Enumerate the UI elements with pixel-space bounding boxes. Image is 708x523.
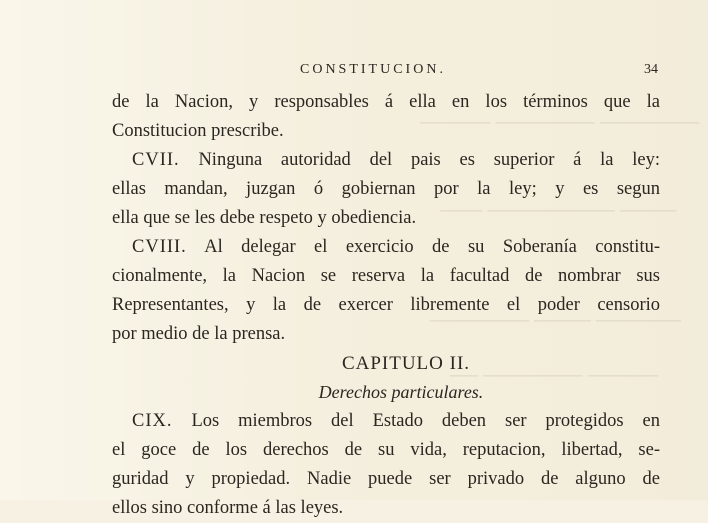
text-line: ella que se les debe respeto y obediencia. — [112, 208, 417, 228]
chapter-title: CAPITULO II. — [341, 353, 471, 374]
bleed-through-text: ───── ─────── ── — [450, 365, 659, 387]
text-line: de la Nacion, y responsables á ella en los términos que la — [112, 92, 660, 112]
text-line: cionalmente, la Nacion se reserva la facultad de nombrar sus — [112, 266, 660, 286]
bleed-through-text: ──── ───────── ─── — [440, 200, 677, 222]
article-number: CVII. — [132, 150, 180, 170]
page-header — [0, 62, 708, 84]
article-107-line — [112, 146, 660, 175]
text-line: Representantes, y la de exercer libremente el poder censorio — [112, 295, 660, 315]
text-line: guridad y propiedad. Nadie puede ser privado de alguno de — [112, 469, 660, 489]
article-number: CVIII. — [132, 237, 187, 257]
bleed-through-text: ────── ──── ─────── — [430, 310, 681, 332]
text-line: Constitucion prescribe. — [112, 121, 284, 141]
article-number: CIX. — [132, 411, 173, 431]
article-108-line — [112, 233, 660, 262]
text-line: el goce de los derechos de su vida, reputacion, libertad, se- — [112, 440, 660, 460]
text-line: ellos sino conforme á las leyes. — [112, 498, 344, 518]
text-line: ellas mandan, juzgan ó gobiernan por la ley; y es segun — [112, 179, 660, 199]
article-text: Ninguna autoridad del pais es superior á la ley: — [198, 150, 660, 170]
text-line: por medio de la prensa. — [112, 324, 286, 344]
page-number: 34 — [644, 62, 658, 77]
article-text: Al delegar el exercicio de su Soberanía constitu- — [204, 237, 660, 257]
article-text: Los miembros del Estado deben ser protegidos en — [191, 411, 660, 431]
page-body — [112, 88, 660, 523]
article-109-line — [112, 407, 660, 436]
bleed-through-text: ─────── ─────── ───── — [420, 112, 700, 134]
section-title: Derechos particulares. — [318, 382, 484, 402]
running-title: CONSTITUCION. — [300, 62, 446, 77]
